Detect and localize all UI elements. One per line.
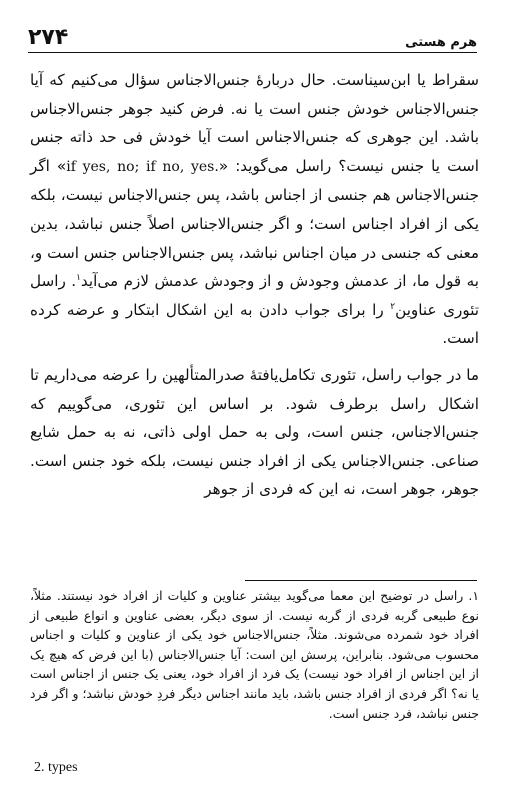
paragraph-1-part-3: . راسل تئوری عناوین [30, 272, 480, 319]
page-number: ۲۷۴ [28, 25, 69, 50]
footnote-rule [245, 580, 477, 581]
english-quote: if yes, no; if no, yes. [66, 158, 219, 175]
footnotes [30, 586, 479, 723]
footnote-1: ۱. راسل در توضیح این معما می‌گوید بیشتر عناوین و کلیات از افراد خود نیستند. مثلاً، نوع طبیعی گربه فردی از گربه نیست. از سوی دیگر، بعضی عناوین و انواع طبیعی از افراد خود شمرده می‌شوند. مثلاً، جنس‌الاجناس خود یکی از عناوین و کلیات و اجناس محسوب می‌شود. بنابراین، پرسش این است: آیا جنس‌الاجناس (با این فرض که هیچ یک از این اجناس از افراد خود نیست) یک فرد از افراد خود، یعنی یک جنس از اجناس است یا نه؟ اگر فردی از افراد جنس باشد، باید مانند اجناس دیگر فردِ خودش نباشد؛ و اگر فرد جنس نباشد، فرد جنس است. [30, 588, 479, 721]
paragraph-1-part-1: سقراط یا ابن‌سیناست. حال دربارهٔ جنس‌الاجناس سؤال می‌کنیم که آیا جنس‌الاجناس خودش جنس است یا نه. فرض کنید جوهر جنس‌الاجناس باشد. این جوهری که جنس‌الاجناس است آیا خودش فی حد ذاته جنس است یا جنس نیست؟ راسل می‌گوید: « [30, 71, 479, 175]
paragraph-1-part-2: » اگر جنس‌الاجناس هم جنسی از اجناس باشد، پس جنس‌الاجناس نیست، بلکه یکی از افراد اجناس است؛ و اگر جنس‌الاجناس اصلاً جنس نباشد، بدین معنی که جنسی در میان اجناس نباشد، پس جنس‌الاجناس جنس است و، به قول ما، از عدمش وجودش و از وجودش عدمش لازم می‌آید [30, 156, 480, 291]
footnote-ref-1: ۱ [76, 273, 81, 284]
body-text [30, 66, 479, 504]
footnote-2: 2. types [34, 760, 78, 775]
paragraph-2: ما در جواب راسل، تئوری تکامل‌یافتهٔ صدرالمتألهین را عرضه می‌داریم تا اشکال راسل برطرف شود. بر اساس این تئوری، می‌گوییم که جنس‌الاجناس، جنس است، ولی به حمل اولی ذاتی، نه به حمل شایع صناعی. جنس‌الاجناس یکی از افراد جنس نیست، بلکه خود جنس است. جوهر، جوهر است، نه این که فردی از جوهر [30, 365, 479, 499]
footnote-ref-2: ۲ [390, 301, 396, 312]
paragraph-1-part-4: را برای جواب دادن به این اشکال ابتکار و عرضه کرده است. [30, 300, 479, 348]
paragraph-1 [30, 66, 479, 353]
page-header [28, 22, 477, 50]
running-title: هرم هستی [405, 35, 477, 50]
header-rule [28, 52, 477, 53]
